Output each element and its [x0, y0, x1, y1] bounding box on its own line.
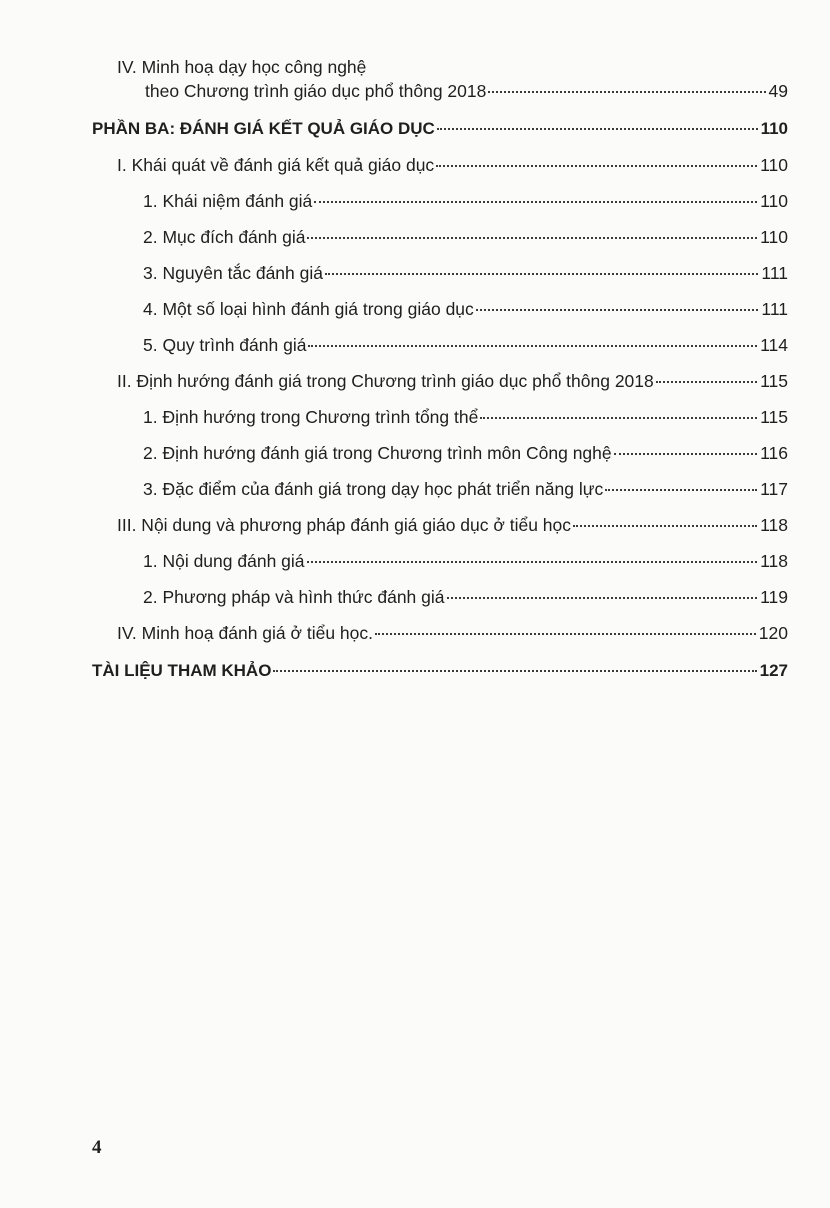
- toc-entry-page: 115: [760, 371, 788, 391]
- page-number: 4: [92, 1137, 102, 1158]
- toc-entry-page: 117: [760, 479, 788, 499]
- toc-entry-i-1: [0, 190, 788, 212]
- toc-entry-ii-1: [0, 406, 788, 428]
- toc-entry-title: I. Khái quát về đánh giá kết quả giáo dục: [117, 155, 435, 175]
- dot-leader: [273, 670, 756, 672]
- dot-leader: [605, 489, 757, 491]
- dot-leader: [447, 597, 758, 599]
- toc-entry-section-i: [0, 154, 788, 176]
- toc-entry-page: 115: [760, 407, 788, 427]
- dot-leader: [614, 453, 757, 455]
- toc-entry-page: 110: [760, 191, 788, 211]
- toc-entry-title: 5. Quy trình đánh giá: [143, 335, 307, 355]
- dot-leader: [480, 417, 757, 419]
- dot-leader: [437, 128, 758, 130]
- toc-entry-title: 2. Phương pháp và hình thức đánh giá: [143, 587, 445, 607]
- toc-entry-page: 120: [758, 623, 788, 643]
- dot-leader: [573, 525, 757, 527]
- toc-entry-page: 111: [761, 299, 788, 319]
- toc-entry-section-iv-teaching: [0, 80, 788, 102]
- toc-entry-page: 114: [760, 335, 788, 355]
- toc-entry-title: 3. Nguyên tắc đánh giá: [143, 263, 323, 283]
- toc-entry-page: 110: [760, 119, 788, 138]
- toc-entry-ii-2: [0, 442, 788, 464]
- toc-entry-page: 49: [768, 81, 788, 101]
- toc-entry-page: 110: [760, 155, 788, 175]
- dot-leader: [375, 633, 756, 635]
- toc-entry-title: 1. Nội dung đánh giá: [143, 551, 305, 571]
- toc-entry-part-three: [0, 118, 788, 140]
- dot-leader: [436, 165, 757, 167]
- dot-leader: [307, 561, 758, 563]
- dot-leader: [325, 273, 758, 275]
- toc-entry-title: 4. Một số loại hình đánh giá trong giáo dục: [143, 299, 474, 319]
- dot-leader: [656, 381, 757, 383]
- toc-entry-title: PHẦN BA: ĐÁNH GIÁ KẾT QUẢ GIÁO DỤC: [92, 119, 435, 138]
- toc-entry-title: 3. Đặc điểm của đánh giá trong dạy học phát triển năng lực: [143, 479, 604, 499]
- toc-entry-page: 127: [759, 661, 788, 680]
- toc-entry-i-5: [0, 334, 788, 356]
- toc-entry-title: 2. Định hướng đánh giá trong Chương trình môn Công nghệ: [143, 443, 612, 463]
- toc-entry-title: theo Chương trình giáo dục phổ thông 2018: [145, 81, 487, 101]
- toc-entry-page: 116: [760, 443, 788, 463]
- toc-entry-title: IV. Minh hoạ dạy học công nghệ: [117, 57, 367, 77]
- toc-entry-i-2: [0, 226, 788, 248]
- toc-entry-references: [0, 660, 788, 682]
- dot-leader: [488, 91, 765, 93]
- toc-entry-page: 118: [760, 515, 788, 535]
- toc-entry-section-ii: [0, 370, 788, 392]
- toc-entry-section-iv-teaching-title: [0, 56, 366, 78]
- dot-leader: [307, 237, 757, 239]
- toc-entry-i-4: [0, 298, 788, 320]
- dot-leader: [308, 345, 757, 347]
- toc-entry-section-iii: [0, 514, 788, 536]
- toc-entry-section-iv-assessment: [0, 622, 788, 644]
- toc-entry-iii-1: [0, 550, 788, 572]
- toc-entry-iii-2: [0, 586, 788, 608]
- toc-entry-page: 111: [761, 263, 788, 283]
- toc-entry-title: TÀI LIỆU THAM KHẢO: [92, 661, 272, 680]
- toc-entry-title: II. Định hướng đánh giá trong Chương trình giáo dục phổ thông 2018: [117, 371, 654, 391]
- toc-entry-title: IV. Minh hoạ đánh giá ở tiểu học.: [117, 623, 374, 643]
- dot-leader: [476, 309, 759, 311]
- toc-entry-title: III. Nội dung và phương pháp đánh giá giáo dục ở tiểu học: [117, 515, 572, 535]
- toc-entry-ii-3: [0, 478, 788, 500]
- toc-entry-title: 2. Mục đích đánh giá: [143, 227, 306, 247]
- toc-entry-title: 1. Định hướng trong Chương trình tổng thể: [143, 407, 479, 427]
- toc-entry-page: 110: [760, 227, 788, 247]
- toc-entry-title: 1. Khái niệm đánh giá: [143, 191, 313, 211]
- dot-leader: [314, 201, 757, 203]
- toc-entry-page: 119: [760, 587, 788, 607]
- toc-entry-i-3: [0, 262, 788, 284]
- toc-entry-page: 118: [760, 551, 788, 571]
